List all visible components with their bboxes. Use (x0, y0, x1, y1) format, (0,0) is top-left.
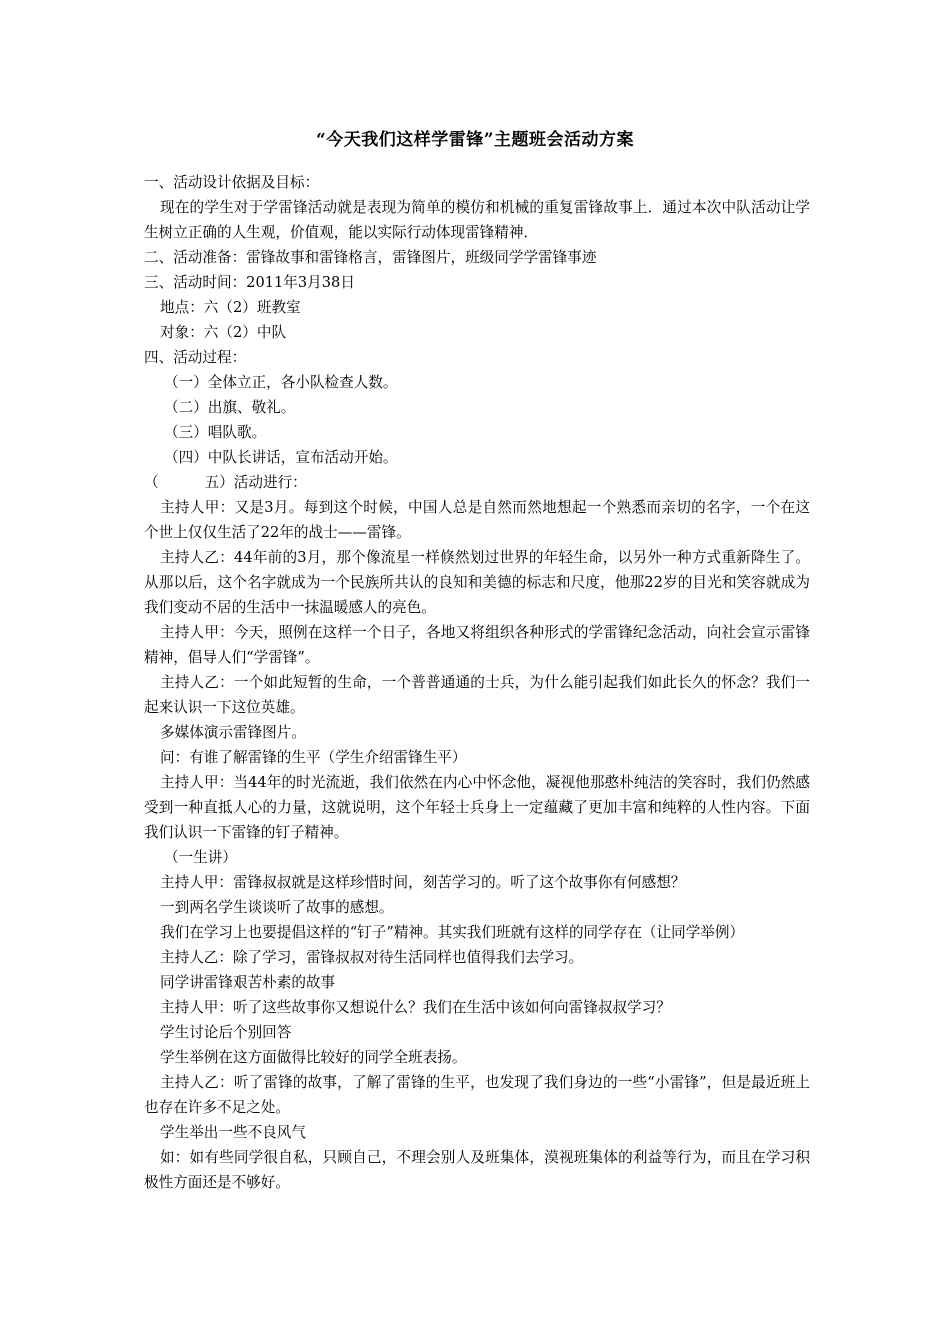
section-heading-2: 二、活动准备：雷锋故事和雷锋格言，雷锋图片，班级同学学雷锋事迹 (144, 249, 597, 266)
paragraph-students-reflect: 一到两名学生谈谈听了故事的感想。 (160, 899, 394, 916)
paragraph-frugal-story: 同学讲雷锋艰苦朴素的故事 (160, 974, 336, 991)
section-heading-4: 四、活动过程： (144, 349, 247, 366)
paragraph-host-a-2: 主持人甲：今天，照例在这样一个日子，各地又将组织各种形式的学雷锋纪念活动，向社会宣示雷锋精神，倡导人们“学雷锋”。 (144, 624, 810, 666)
process-step-5 (144, 470, 810, 495)
paragraph-host-b-2: 主持人乙：一个如此短暂的生命，一个普普通通的士兵，为什么能引起我们如此长久的怀念？我们一起来认识一下这位英雄。 (144, 674, 810, 716)
paragraph-praise: 学生举例在这方面做得比较好的同学全班表扬。 (160, 1049, 467, 1066)
document-body (144, 170, 810, 1195)
paragraph-one-student-speaks: （一生讲） (164, 849, 237, 866)
paragraph-host-a-5: 主持人甲：听了这些故事你又想说什么？我们在生活中该如何向雷锋叔叔学习？ (160, 999, 671, 1016)
process-step-5-text: 五）活动进行： (204, 474, 307, 491)
paragraph-bad-habits: 学生举出一些不良风气 (160, 1124, 306, 1141)
process-step-2: （二）出旗、敬礼。 (164, 399, 296, 416)
paragraph-location: 地点：六（2）班教室 (160, 299, 301, 316)
document-title: “今天我们这样学雷锋”主题班会活动方案 (315, 130, 635, 150)
process-step-1: （一）全体立正，各小队检查人数。 (164, 374, 398, 391)
paragraph-example: 如：如有些同学很自私，只顾自己，不理会别人及班集体，漠视班集体的利益等行为，而且在学习积极性方面还是不够好。 (144, 1149, 810, 1191)
paragraph-host-b-4: 主持人乙：听了雷锋的故事，了解了雷锋的生平，也发现了我们身边的一些“小雷锋”，但是最近班上也存在许多不足之处。 (144, 1074, 810, 1116)
paragraph-question: 问：有谁了解雷锋的生平（学生介绍雷锋生平） (160, 749, 467, 766)
paragraph-discussion: 学生讨论后个别回答 (160, 1024, 292, 1041)
paragraph-nail-spirit: 我们在学习上也要提倡这样的“钉子”精神。其实我们班就有这样的同学存在（让同学举例） (160, 924, 745, 941)
open-paren: （ (144, 474, 159, 491)
paragraph-multimedia: 多媒体演示雷锋图片。 (160, 724, 306, 741)
paragraph-objectives: 现在的学生对于学雷锋活动就是表现为简单的模仿和机械的重复雷锋故事上．通过本次中队活动让学生树立正确的人生观，价值观，能以实际行动体现雷锋精神． (144, 199, 810, 241)
process-step-4: （四）中队长讲话，宣布活动开始。 (164, 449, 398, 466)
paragraph-host-b-1: 主持人乙：44年前的3月，那个像流星一样倏然划过世界的年轻生命，以另外一种方式重新降生了。从那以后，这个名字就成为一个民族所共认的良知和美德的标志和尺度，他那22岁的目光和笑容就成为我们变动不居的生活中一抹温暖感人的亮色。 (144, 549, 810, 616)
paragraph-host-a-3: 主持人甲：当44年的时光流逝，我们依然在内心中怀念他，凝视他那憨朴纯洁的笑容时，我们仍然感受到一种直抵人心的力量，这就说明，这个年轻士兵身上一定蕴藏了更加丰富和纯粹的人性内容。下面我们认识一下雷锋的钉子精神。 (144, 774, 810, 841)
paragraph-host-a-4: 主持人甲：雷锋叔叔就是这样珍惜时间，刻苦学习的。听了这个故事你有何感想？ (160, 874, 686, 891)
paragraph-host-b-3: 主持人乙：除了学习，雷锋叔叔对待生活同样也值得我们去学习。 (160, 949, 584, 966)
paragraph-audience: 对象：六（2）中队 (160, 324, 287, 341)
section-heading-1: 一、活动设计依据及目标： (144, 174, 320, 191)
paragraph-host-a-1: 主持人甲：又是3月。每到这个时候，中国人总是自然而然地想起一个熟悉而亲切的名字，一个在这个世上仅仅生活了22年的战士——雷锋。 (144, 499, 810, 541)
process-step-3: （三）唱队歌。 (164, 424, 267, 441)
section-heading-3: 三、活动时间：2011年3月38日 (144, 274, 355, 291)
